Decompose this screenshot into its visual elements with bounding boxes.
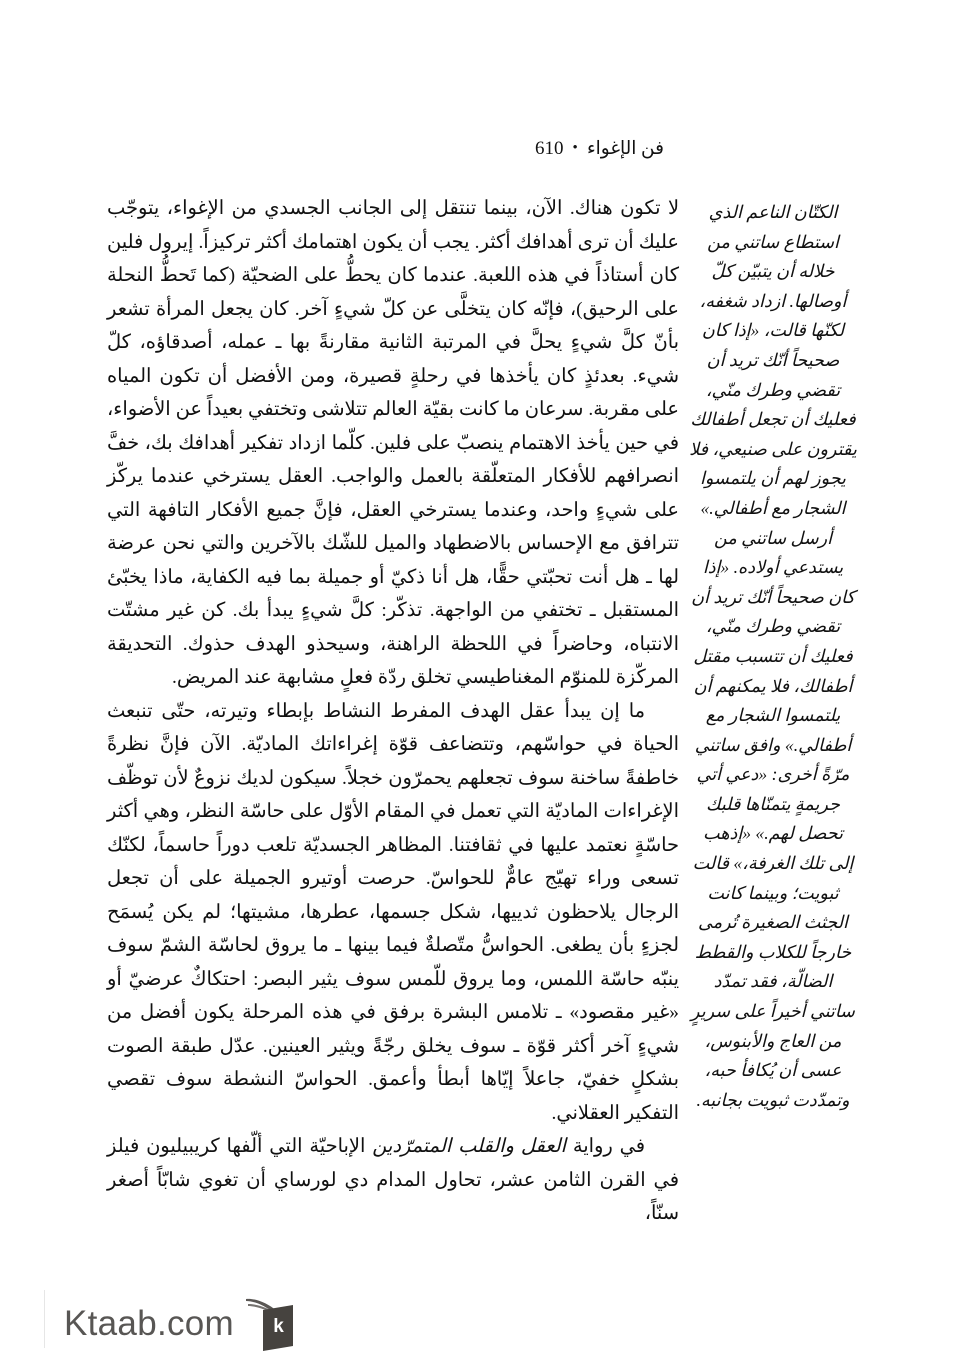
main-text-column [107,192,679,1231]
body-paragraph-2: ما إن يبدأ عقل الهدف المفرط النشاط بإبطاء وتيرته، حتّى تنبعث الحياة في حواسّهم، وتتضاعف قوّة إغراءاتك الماديّة. الآن فإنَّ نظرةً خاطفةً ساخنة سوف تجعلهم يحمرّون خجلاً. سيكون لديك نزوعٌ لأن توظّف الإغراءات الماديّة التي تعمل في المقام الأوّل على حاسّة النظر، وهي أكثر حاسّةٍ نعتمد عليها في ثقافتنا. المظاهر الجسديّة تلعب دوراً حاسماً، لكنّك تسعى وراء تهيّج عامٌّ للحواسّ. حرصت أوتيرو الجميلة على أن تجعل الرجال يلاحظون ثدييها، شكل جسمها، عطرها، مشيتها؛ لم يكن يُسمَح لجزءٍ بأن يطغى. الحواسُّ متّصلةٌ فيما بينها ـ ما يروق لحاسّة الشمّ سوف ينبّه حاسّة اللمس، وما يروق للّمس سوف يثير البصر: احتكاكٌ عرضيّ أو «غير مقصود» ـ تلامس البشرة برفق في هذه المرحلة يكون أفضل من شيءٍ آخر أكثر قوّة ـ سوف يخلق رجّةً ويثير العينين. عدّل طبقة الصوت بشكلٍ خفيّ، جاعلاً إيّاها أبطأ وأعمق. الحواسّ النشطة سوف تقصي التفكير العقلاني. [107,700,679,1124]
referenced-book-title: العقل والقلب المتمرّدين [372,1136,566,1157]
book-icon [245,1294,307,1356]
body-paragraph-1: لا تكون هناك. الآن، بينما تنتقل إلى الجانب الجسدي من الإغواء، يتوجّب عليك أن ترى أهدافك أكثر. يجب أن يكون اهتمامك أكثر تركيزاً. إيرول فلين كان أستاذاً في هذه اللعبة. عندما كان يحطُّ على الضحيّة (كما تَحطُّ النحلة على الرحيق)، فإنّه كان يتخلَّى عن كلّ شيءٍ آخر. كان يجعل المرأة تشعر بأنّ كلَّ شيءٍ يحلَّ في المرتبة الثانية مقارنةً بها ـ عمله، أصدقاؤه، كلّ شيء. بعدئذٍ كان يأخذها في رحلةٍ قصيرة، ومن الأفضل أن تكون المياه على مقربة. سرعان ما كانت بقيّة العالم تتلاشى وتختفي بعيداً عن الأضواء، في حين يأخذ الاهتمام ينصبّ على فلين. كلّما ازداد تفكير أهدافك بك، خفَّ انصرافهم للأفكار المتعلّقة بالعمل والواجب. العقل يسترخي عندما يركّز على شيءٍ واحد، وعندما يسترخي العقل، فإنَّ جميع الأفكار التافهة التي تترافق مع الإحساس بالاضطهاد والميل للشّك بالآخرين والتي نحن عرضة لها ـ هل أنت تحبّتي حقًّا، هل أنا ذكيّ أو جميلة بما فيه الكفاية، ماذا يخبّئ المستقبل ـ تختفي من الواجهة. تذكّر: كلَّ شيءٍ يبدأ بك. كن غير مشتّت الانتباه، وحاضراً في اللحظة الراهنة، وسيحذو الهدف حذوك. التحديقة المركّزة للمنوّم المغناطيسي تخلق ردّة فعلٍ مشابهة عند المريض. [107,198,679,688]
margin-quote-column [689,198,857,1115]
site-watermark [64,1292,307,1358]
running-head-page-number: 610 [535,138,564,159]
scan-edge-line [44,1290,45,1348]
running-head-book-title: فن الإغواء [586,139,664,159]
paragraph-3-prefix: في رواية [566,1136,645,1157]
running-head [535,138,835,160]
paragraph-3-suffix: الإباحيّة التي ألّفها كريبيليون فيلز في القرن الثامن عشر، تحاول المدام دي لورساي أن تغوي شابّاً أصغر سنّاً، [107,1136,679,1224]
body-paragraph-3 [107,1130,679,1231]
running-head-inner [535,138,664,160]
body-region [0,192,955,1272]
running-head-separator-dot: • [572,140,578,156]
logo-letter-k: k [273,1316,284,1337]
watermark-text: Ktaab.com [64,1304,235,1343]
margin-quote-paragraph: الكتّان الناعم الذي استطاع ساتني من خلاله أن يتبيّن كلّ أوصالها. ازداد شغفه، لكنّها قالت، «إذا كان صحيحاً أنّك تريد أن تقضي وطرك منّي، فعليك أن تجعل أطفالك يقترون على صنيعي، فلا يجوز لهم أن يلتمسوا الشجار مع أطفالي.» أرسل ساتني من يستدعي أولاده. «إذا كان صحيحاً أنّك تريد أن تقضي وطرك منّي، فعليك أن تتسبب مقتل أطفالك، فلا يمكنهم أن يلتمسوا الشجار مع أطفالي.» وافق ساتني مرّةً أخرى: «دعي أتي جريمةٍ يتمنّاها قلبك تحصل لهم.» «إذهب إلى تلك الغرفة،» قالت ثبويت؛ وبينما كانت الجثث الصغيرة تُرمى خارجاً للكلاب والقطط الضالّة، فقد تمدّد ساتني أخيراً على سريرٍ من العاج والأبنوس، عسى أن يُكافأ حبه، وتمدّدت ثبويت بجانبه. [689,202,857,1110]
